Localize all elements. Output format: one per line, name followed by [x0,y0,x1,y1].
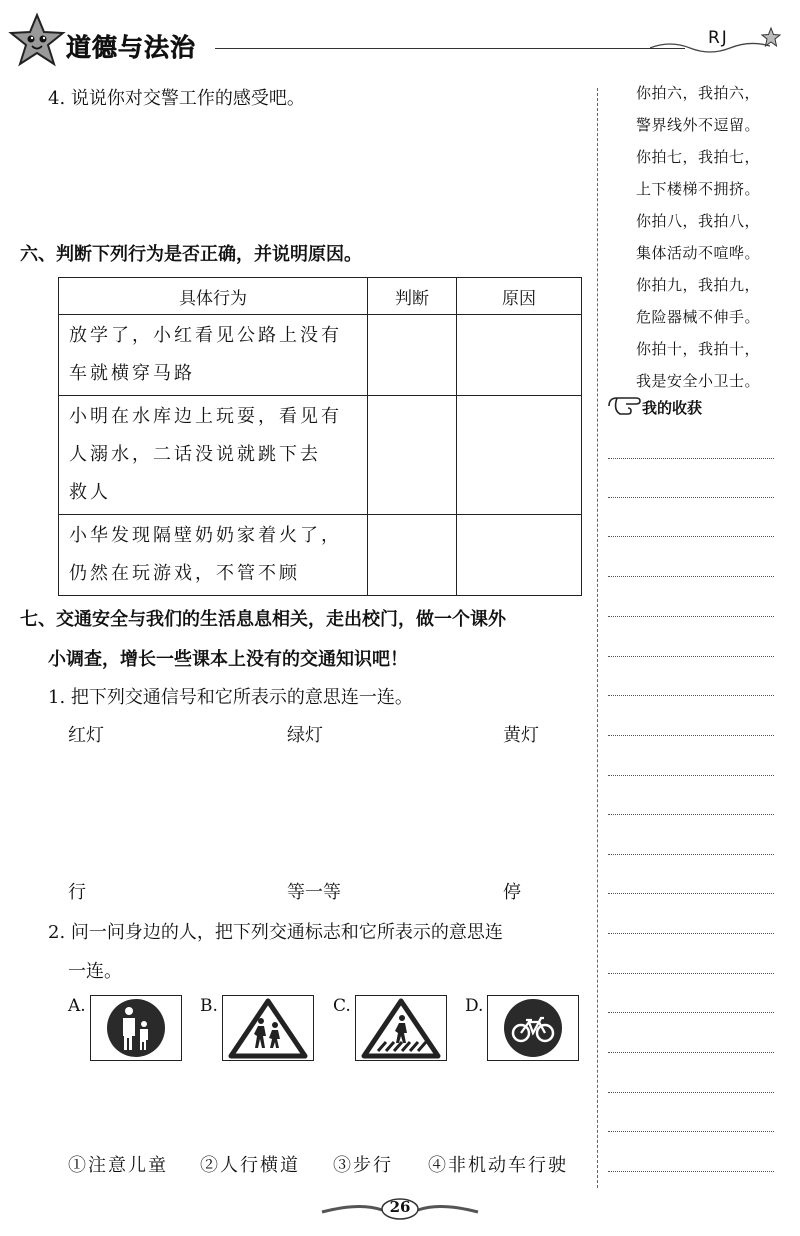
behavior-text: 小明在水库边上玩耍，看见有 [69,406,342,427]
note-line[interactable] [608,656,774,657]
option-1[interactable]: ①注意儿童 [68,1155,168,1176]
note-line[interactable] [608,695,774,696]
sign-a-box[interactable] [90,995,182,1061]
note-line[interactable] [608,536,774,537]
note-line[interactable] [608,616,774,617]
rhyme-line: 危险器械不伸手。 [636,308,761,326]
table-header-row [59,278,582,315]
sign-c-label: C. [333,996,351,1016]
header-rule [215,48,685,49]
behavior-text: 仍然在玩游戏，不管不顾 [69,563,300,584]
children-warning-sign-icon [223,996,313,1060]
option-2[interactable]: ②人行横道 [200,1155,300,1176]
column-header: 具体行为 [59,278,368,315]
note-line[interactable] [608,1171,774,1172]
rhyme-line: 上下楼梯不拥挤。 [636,180,761,198]
rhyme-line: 你拍十，我拍十， [636,340,761,358]
question-4: 4. 说说你对交警工作的感受吧。 [48,88,305,109]
option-3[interactable]: ③步行 [333,1155,393,1176]
page-number: 26 [389,1198,411,1216]
behavior-text: 车就横穿马路 [69,363,195,384]
behavior-text: 人溺水，二话没说就跳下去 [69,444,321,465]
crosswalk-warning-sign-icon [356,996,446,1060]
rhyme-line: 你拍六，我拍六， [636,84,761,102]
note-line[interactable] [608,933,774,934]
sign-a-label: A. [68,996,86,1016]
question-2-cont: 一连。 [68,961,122,982]
meaning-stop[interactable]: 停 [503,882,521,903]
behavior-cell [59,396,368,515]
note-line[interactable] [608,1012,774,1013]
book-title: 道德与法治 [66,33,197,62]
behavior-text: 放学了，小红看见公路上没有 [69,325,342,346]
sign-b-box[interactable] [222,995,314,1061]
note-line[interactable] [608,973,774,974]
reason-cell[interactable] [457,396,582,515]
option-4[interactable]: ④非机动车行驶 [428,1155,568,1176]
sign-d-box[interactable] [487,995,579,1061]
question-2: 2. 问一问身边的人，把下列交通标志和它所表示的意思连 [48,922,503,943]
behavior-cell [59,315,368,396]
meaning-go[interactable]: 行 [68,882,86,903]
harvest-title: 我的收获 [642,399,703,417]
note-line[interactable] [608,854,774,855]
behavior-judgement-table [58,277,582,596]
column-header: 原因 [457,278,582,315]
question-1: 1. 把下列交通信号和它所表示的意思连一连。 [48,687,413,708]
rhyme-line: 你拍七，我拍七， [636,148,761,166]
meaning-wait[interactable]: 等一等 [287,882,341,903]
small-star-icon [760,26,782,48]
note-line[interactable] [608,1131,774,1132]
answer-area[interactable] [60,115,580,225]
rhyme-line: 集体活动不喧哗。 [636,244,761,262]
signal-red[interactable]: 红灯 [68,725,104,746]
pedestrian-sign-icon [91,996,181,1060]
section-7-title: 七、交通安全与我们的生活息息相关，走出校门，做一个课外 [20,609,506,630]
column-header: 判断 [368,278,457,315]
note-line[interactable] [608,814,774,815]
note-line[interactable] [608,458,774,459]
reason-cell[interactable] [457,515,582,596]
note-line[interactable] [608,775,774,776]
note-line[interactable] [608,893,774,894]
sign-d-label: D. [465,996,484,1016]
edition-label: RJ [708,28,729,48]
section-6-title: 六、判断下列行为是否正确，并说明原因。 [20,244,362,265]
rhyme-line: 警界线外不逗留。 [636,116,761,134]
behavior-cell [59,515,368,596]
behavior-text: 小华发现隔壁奶奶家着火了， [69,525,342,546]
judgement-cell[interactable] [368,396,457,515]
rhyme-line: 你拍九，我拍九， [636,276,761,294]
signal-yellow[interactable]: 黄灯 [503,725,539,746]
judgement-cell[interactable] [368,515,457,596]
sign-c-box[interactable] [355,995,447,1061]
column-divider [597,88,598,1188]
table-row [59,515,582,596]
judgement-cell[interactable] [368,315,457,396]
note-line[interactable] [608,1092,774,1093]
note-line[interactable] [608,735,774,736]
note-line[interactable] [608,1052,774,1053]
table-row [59,396,582,515]
rhyme-line: 我是安全小卫士。 [636,372,761,390]
note-line[interactable] [608,576,774,577]
mascot-star-icon [8,12,66,70]
rhyme-line: 你拍八，我拍八， [636,212,761,230]
matching-area[interactable] [60,1066,580,1146]
behavior-text: 救人 [69,482,111,503]
sign-b-label: B. [200,996,218,1016]
table-row [59,315,582,396]
section-7-title-cont: 小调查，增长一些课本上没有的交通知识吧！ [48,649,408,670]
signal-green[interactable]: 绿灯 [287,725,323,746]
note-line[interactable] [608,497,774,498]
reason-cell[interactable] [457,315,582,396]
bicycle-lane-sign-icon [488,996,578,1060]
pointing-hand-icon [606,392,642,418]
